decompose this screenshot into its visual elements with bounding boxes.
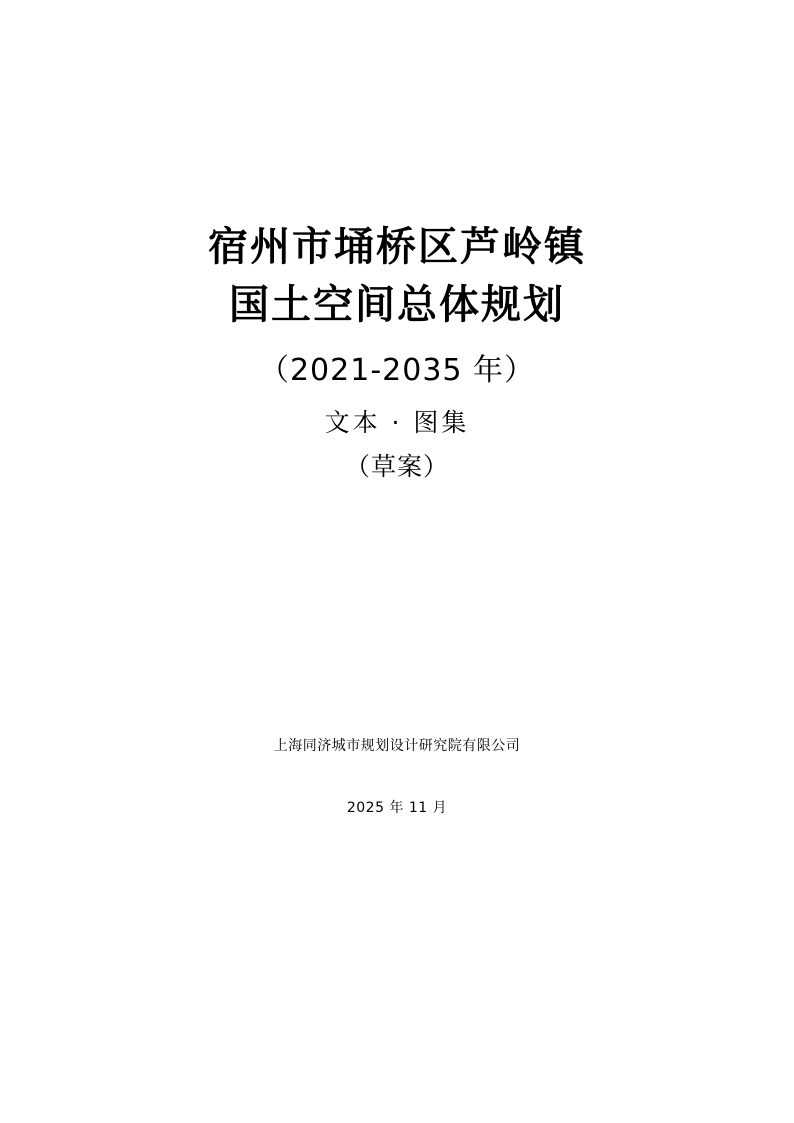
publication-date: 2025 年 11 月 [346, 800, 448, 816]
issuing-institute: 上海同济城市规划设计研究院有限公司 [273, 738, 521, 754]
document-title-line-1: 宿州市埇桥区芦岭镇 [208, 224, 586, 270]
planning-period: （2021-2035 年） [258, 353, 536, 388]
title-block [0, 218, 794, 484]
document-title-line-2: 国土空间总体规划 [229, 282, 565, 328]
document-content-type: 文本 · 图集 [324, 408, 470, 437]
cover-footer [0, 735, 794, 817]
document-status: （草案） [344, 451, 449, 481]
